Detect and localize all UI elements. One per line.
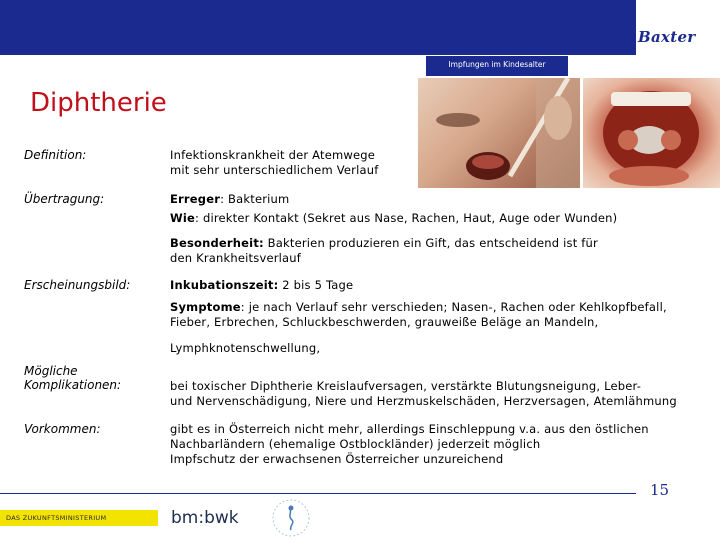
inkubation-key: Inkubationszeit: <box>170 278 279 292</box>
bmbwk-logo: bm:bwk <box>171 508 239 528</box>
definition-label: Definition: <box>24 148 87 162</box>
symptome-text <box>170 300 667 330</box>
besonderheit-key: Besonderheit: <box>170 236 264 250</box>
erreger-key: Erreger <box>170 192 221 206</box>
besonderheit-line-2: den Krankheitsverlauf <box>170 251 302 265</box>
header-bar <box>0 0 636 55</box>
besonderheit-value: Bakterien produzieren ein Gift, das entscheidend ist für <box>263 236 598 250</box>
komplikationen-label-2: Komplikationen: <box>24 378 122 392</box>
uebertragung-label: Übertragung: <box>24 192 105 206</box>
subtitle-label: Impfungen im Kindesalter <box>448 60 546 69</box>
vorkommen-line-1: gibt es in Österreich nicht mehr, allerdings Einschleppung v.a. aus den östlichen <box>170 422 649 436</box>
wie-text <box>170 211 617 226</box>
erreger-text <box>170 192 289 207</box>
vorkommen-line-2: Nachbarländern (ehemalige Ostblockländer) jederzeit möglich <box>170 437 541 451</box>
vorkommen-text <box>170 422 649 467</box>
inkubation-text <box>170 278 353 293</box>
throat-exam-photo <box>418 78 580 188</box>
erreger-value: : Bakterium <box>220 192 290 206</box>
baxter-logo: Baxter <box>638 28 696 46</box>
seal-logo <box>262 494 320 538</box>
symptome-value: : je nach Verlauf sehr verschieden; Nasen-, Rachen oder Kehlkopfbefall, <box>240 300 667 314</box>
page-number: 15 <box>650 481 670 499</box>
komplikationen-label-1: Mögliche <box>24 364 78 378</box>
inkubation-value: 2 bis 5 Tage <box>278 278 354 292</box>
page-title: Diphtherie <box>30 88 167 118</box>
definition-line-2: mit sehr unterschiedlichem Verlauf <box>170 163 379 177</box>
wie-key: Wie <box>170 211 196 225</box>
besonderheit-text <box>170 236 598 266</box>
symptome-key: Symptome <box>170 300 241 314</box>
open-mouth-photo <box>583 78 720 188</box>
erscheinungsbild-label: Erscheinungsbild: <box>24 278 131 292</box>
komplikationen-label <box>24 364 121 392</box>
vorkommen-label: Vorkommen: <box>24 422 101 436</box>
komplikationen-text <box>170 379 677 409</box>
symptome-line-2: Fieber, Erbrechen, Schluckbeschwerden, grauweiße Beläge an Mandeln, <box>170 315 599 329</box>
symptome-line-3: Lymphknotenschwellung, <box>170 341 321 355</box>
ministry-banner: DAS ZUKUNFTSMINISTERIUM <box>0 510 158 526</box>
wie-value: : direkter Kontakt (Sekret aus Nase, Rachen, Haut, Auge oder Wunden) <box>195 211 618 225</box>
definition-line-1: Infektionskrankheit der Atemwege <box>170 148 376 162</box>
vorkommen-line-3: Impfschutz der erwachsenen Österreicher unzureichend <box>170 452 504 466</box>
komplikationen-line-1: bei toxischer Diphtherie Kreislaufversagen, verstärkte Blutungsneigung, Leber- <box>170 379 642 393</box>
komplikationen-line-2: und Nervenschädigung, Niere und Herzmuskelschäden, Herzversagen, Atemlähmung <box>170 394 677 408</box>
definition-text <box>170 148 378 178</box>
